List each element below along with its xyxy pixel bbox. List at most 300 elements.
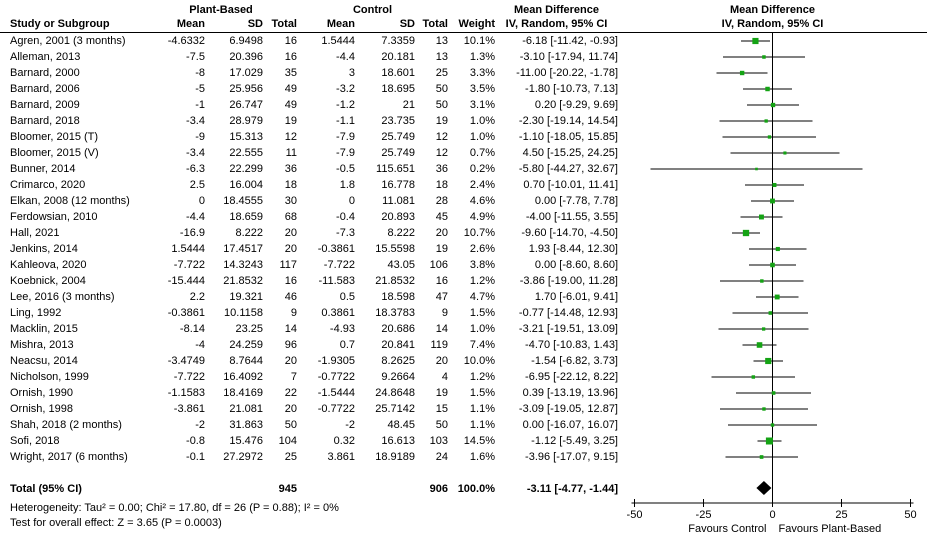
effect-marker bbox=[764, 119, 767, 122]
pb-mean: -1 bbox=[195, 99, 205, 111]
control-total-header: Total bbox=[422, 18, 448, 30]
control-sd: 18.601 bbox=[381, 67, 415, 79]
study-label: Shah, 2018 (2 months) bbox=[10, 419, 122, 431]
md-ci-value: -3.09 [-19.05, 12.87] bbox=[518, 403, 618, 415]
spacer-cell bbox=[448, 3, 495, 17]
group-header-plant-based: Plant-Based bbox=[189, 4, 253, 16]
weight-value: 1.1% bbox=[469, 403, 495, 415]
control-total: 18 bbox=[435, 179, 448, 191]
pb-sd: 21.081 bbox=[229, 403, 263, 415]
study-label: Alleman, 2013 bbox=[10, 51, 81, 63]
pb-total: 20 bbox=[284, 355, 297, 367]
effect-marker bbox=[783, 151, 786, 154]
pb-total: 49 bbox=[284, 99, 297, 111]
pb-total: 25 bbox=[284, 451, 297, 463]
md-ci-value: -3.86 [-19.00, 11.28] bbox=[519, 275, 618, 287]
control-sd: 16.613 bbox=[381, 435, 415, 447]
study-row bbox=[0, 113, 618, 129]
control-sd: 16.778 bbox=[381, 179, 415, 191]
md-ci-value: -6.95 [-22.12, 8.22] bbox=[525, 371, 618, 383]
weight-value: 3.5% bbox=[469, 83, 495, 95]
control-mean: -1.9305 bbox=[317, 355, 355, 367]
control-total: 14 bbox=[435, 323, 448, 335]
pb-mean: -7.722 bbox=[173, 259, 205, 271]
study-label: Ornish, 1998 bbox=[10, 403, 73, 415]
pb-mean: -3.4 bbox=[186, 115, 205, 127]
study-row bbox=[0, 97, 618, 113]
effect-marker bbox=[759, 215, 764, 220]
study-row bbox=[0, 369, 618, 385]
effect-marker bbox=[771, 103, 775, 107]
control-sd: 43.05 bbox=[387, 259, 415, 271]
md-ci-value: 0.70 [-10.01, 11.41] bbox=[523, 179, 618, 191]
effect-marker bbox=[769, 311, 773, 315]
weight-value: 1.0% bbox=[469, 323, 495, 335]
weight-value: 7.4% bbox=[469, 339, 495, 351]
study-row bbox=[0, 225, 618, 241]
study-row bbox=[0, 321, 618, 337]
study-row bbox=[0, 257, 618, 273]
md-column-header-line2: IV, Random, 95% CI bbox=[505, 18, 608, 30]
study-row bbox=[0, 241, 618, 257]
pb-sd-header: SD bbox=[247, 18, 263, 30]
pb-sd: 20.396 bbox=[229, 51, 263, 63]
effect-marker bbox=[776, 247, 780, 251]
md-ci-value: 1.93 [-8.44, 12.30] bbox=[528, 243, 618, 255]
md-ci-value: -11.00 [-20.22, -1.78] bbox=[516, 67, 618, 79]
control-sd: 25.7142 bbox=[375, 403, 415, 415]
spacer-cell bbox=[0, 3, 145, 17]
total-md-ci: -3.11 [-4.77, -1.44] bbox=[526, 483, 618, 495]
pb-sd: 15.476 bbox=[229, 435, 263, 447]
control-mean: -3.2 bbox=[336, 83, 355, 95]
pb-sd: 10.1158 bbox=[224, 307, 263, 319]
control-sd: 9.2664 bbox=[381, 371, 415, 383]
control-total: 50 bbox=[435, 83, 448, 95]
md-ci-value: 0.00 [-8.60, 8.60] bbox=[534, 259, 618, 271]
md-ci-value: -3.10 [-17.94, 11.74] bbox=[519, 51, 618, 63]
control-sd: 15.5598 bbox=[375, 243, 415, 255]
weight-value: 1.6% bbox=[469, 451, 495, 463]
study-row bbox=[0, 49, 618, 65]
pb-mean: -0.1 bbox=[186, 451, 205, 463]
control-sd: 18.695 bbox=[381, 83, 415, 95]
control-mean: -1.1 bbox=[336, 115, 355, 127]
study-row bbox=[0, 209, 618, 225]
control-sd: 18.9189 bbox=[375, 451, 415, 463]
pb-total: 9 bbox=[290, 307, 297, 319]
study-row bbox=[0, 193, 618, 209]
control-mean: -4.4 bbox=[336, 51, 355, 63]
plot-md-header-line2: IV, Random, 95% CI bbox=[721, 18, 824, 30]
pb-mean: -4.4 bbox=[186, 211, 205, 223]
study-label: Koebnick, 2004 bbox=[10, 275, 86, 287]
plot-md-header-line1: Mean Difference bbox=[730, 4, 815, 16]
pb-sd: 27.2972 bbox=[223, 451, 263, 463]
study-row bbox=[0, 145, 618, 161]
pb-sd: 24.259 bbox=[229, 339, 263, 351]
axis-tick-label: 50 bbox=[904, 509, 917, 521]
control-mean: -1.2 bbox=[336, 99, 355, 111]
control-mean: -7.722 bbox=[323, 259, 355, 271]
spacer-cell bbox=[355, 481, 415, 497]
total-row bbox=[0, 481, 618, 497]
total-weight: 100.0% bbox=[457, 483, 495, 495]
pb-sd: 26.747 bbox=[229, 99, 263, 111]
study-row bbox=[0, 385, 618, 401]
pb-sd: 18.659 bbox=[229, 211, 263, 223]
effect-marker bbox=[770, 263, 775, 268]
control-total: 13 bbox=[435, 35, 448, 47]
pb-total: 11 bbox=[285, 147, 297, 159]
weight-value: 0.2% bbox=[469, 163, 495, 175]
control-total: 50 bbox=[435, 99, 448, 111]
weight-value: 4.9% bbox=[469, 211, 495, 223]
study-row bbox=[0, 417, 618, 433]
study-label: Ferdowsian, 2010 bbox=[10, 211, 98, 223]
pb-total: 104 bbox=[278, 435, 297, 447]
study-column-header: Study or Subgroup bbox=[10, 18, 110, 30]
control-mean: -0.5 bbox=[336, 163, 355, 175]
pb-sd: 31.863 bbox=[229, 419, 263, 431]
control-sd: 20.686 bbox=[381, 323, 415, 335]
study-label: Crimarco, 2020 bbox=[10, 179, 86, 191]
weight-value: 3.8% bbox=[469, 259, 495, 271]
axis-tick-label: 0 bbox=[769, 509, 776, 521]
study-label: Jenkins, 2014 bbox=[10, 243, 78, 255]
pb-total: 18 bbox=[284, 179, 297, 191]
control-sd: 8.222 bbox=[387, 227, 415, 239]
study-row bbox=[0, 337, 618, 353]
md-ci-value: 4.50 [-15.25, 24.25] bbox=[522, 147, 618, 159]
control-total: 20 bbox=[435, 227, 448, 239]
md-ci-value: -9.60 [-14.70, -4.50] bbox=[521, 227, 618, 239]
pb-mean: 1.5444 bbox=[171, 243, 205, 255]
pb-sd: 25.956 bbox=[229, 83, 263, 95]
effect-marker bbox=[740, 71, 744, 75]
control-mean: -11.583 bbox=[318, 275, 355, 287]
control-mean: 0 bbox=[348, 195, 355, 207]
study-row bbox=[0, 33, 618, 49]
control-mean: -7.9 bbox=[336, 131, 355, 143]
pb-mean: -4 bbox=[195, 339, 205, 351]
weight-column-header: Weight bbox=[458, 18, 495, 30]
study-label: Bloomer, 2015 (T) bbox=[10, 131, 99, 143]
effect-marker bbox=[757, 342, 763, 348]
weight-value: 1.5% bbox=[469, 307, 495, 319]
weight-value: 10.7% bbox=[463, 227, 495, 239]
pb-total: 117 bbox=[279, 259, 297, 271]
pb-sd: 19.321 bbox=[229, 291, 263, 303]
md-ci-value: -3.21 [-19.51, 13.09] bbox=[518, 323, 618, 335]
study-row bbox=[0, 129, 618, 145]
pb-sd: 8.222 bbox=[235, 227, 263, 239]
control-mean: -7.9 bbox=[336, 147, 355, 159]
pb-total: 22 bbox=[284, 387, 297, 399]
pb-mean: -4.6332 bbox=[167, 35, 205, 47]
control-total: 47 bbox=[435, 291, 448, 303]
total-diamond bbox=[756, 481, 771, 495]
control-sd: 21.8532 bbox=[375, 275, 415, 287]
pb-total: 14 bbox=[284, 323, 297, 335]
pb-mean: -3.4749 bbox=[167, 355, 205, 367]
control-sd: 23.735 bbox=[381, 115, 415, 127]
overall-effect-text: Test for overall effect: Z = 3.65 (P = 0.0003) bbox=[10, 517, 222, 529]
study-row bbox=[0, 433, 618, 449]
effect-marker bbox=[770, 199, 775, 204]
control-total: 19 bbox=[435, 243, 448, 255]
control-sd: 8.2625 bbox=[381, 355, 415, 367]
study-row bbox=[0, 81, 618, 97]
md-ci-value: -4.00 [-11.55, 3.55] bbox=[525, 211, 618, 223]
pb-mean: -0.8 bbox=[186, 435, 205, 447]
pb-sd: 28.979 bbox=[229, 115, 263, 127]
control-total: 24 bbox=[435, 451, 448, 463]
effect-marker bbox=[762, 407, 765, 410]
control-total: 20 bbox=[435, 355, 448, 367]
study-label: Barnard, 2000 bbox=[10, 67, 80, 79]
control-mean: 0.5 bbox=[339, 291, 355, 303]
control-total: 25 bbox=[435, 67, 448, 79]
pb-mean: 2.2 bbox=[189, 291, 205, 303]
pb-total: 50 bbox=[284, 419, 297, 431]
control-total: 15 bbox=[435, 403, 448, 415]
weight-value: 10.0% bbox=[463, 355, 495, 367]
md-ci-value: 0.20 [-9.29, 9.69] bbox=[534, 99, 618, 111]
effect-marker bbox=[743, 230, 749, 236]
effect-marker bbox=[752, 38, 758, 44]
effect-marker bbox=[772, 391, 776, 395]
total-n-control: 906 bbox=[429, 483, 448, 495]
study-label: Barnard, 2006 bbox=[10, 83, 80, 95]
pb-total: 19 bbox=[284, 115, 297, 127]
md-ci-value: -1.12 [-5.49, 3.25] bbox=[531, 435, 618, 447]
effect-marker bbox=[766, 438, 773, 445]
weight-value: 1.2% bbox=[469, 371, 495, 383]
weight-value: 1.0% bbox=[469, 115, 495, 127]
pb-total: 20 bbox=[284, 243, 297, 255]
weight-value: 1.1% bbox=[469, 419, 495, 431]
pb-mean: -0.3861 bbox=[167, 307, 205, 319]
pb-mean: -6.3 bbox=[186, 163, 205, 175]
effect-marker bbox=[768, 135, 771, 138]
spacer-cell bbox=[145, 481, 205, 497]
pb-sd: 17.029 bbox=[229, 67, 263, 79]
study-row bbox=[0, 65, 618, 81]
spacer-cell bbox=[205, 481, 263, 497]
effect-marker bbox=[765, 358, 771, 364]
study-label: Ornish, 1990 bbox=[10, 387, 73, 399]
weight-value: 1.5% bbox=[469, 387, 495, 399]
effect-marker bbox=[752, 375, 755, 378]
study-label: Wright, 2017 (6 months) bbox=[10, 451, 128, 463]
control-total: 119 bbox=[430, 339, 448, 351]
pb-total: 36 bbox=[284, 163, 297, 175]
control-mean: -7.3 bbox=[336, 227, 355, 239]
control-total: 9 bbox=[441, 307, 448, 319]
study-label: Lee, 2016 (3 months) bbox=[10, 291, 115, 303]
weight-value: 2.4% bbox=[469, 179, 495, 191]
md-ci-value: -6.18 [-11.42, -0.93] bbox=[522, 35, 618, 47]
control-mean: 1.5444 bbox=[321, 35, 355, 47]
spacer-cell bbox=[297, 481, 355, 497]
pb-sd: 16.004 bbox=[229, 179, 263, 191]
effect-marker bbox=[772, 183, 776, 187]
pb-sd: 23.25 bbox=[235, 323, 263, 335]
control-mean: 0.32 bbox=[333, 435, 355, 447]
control-total: 36 bbox=[435, 163, 448, 175]
study-label: Hall, 2021 bbox=[10, 227, 60, 239]
study-label: Ling, 1992 bbox=[10, 307, 62, 319]
weight-value: 4.7% bbox=[469, 291, 495, 303]
study-label: Sofi, 2018 bbox=[10, 435, 60, 447]
effect-marker bbox=[755, 168, 758, 171]
control-sd: 7.3359 bbox=[381, 35, 415, 47]
pb-total: 12 bbox=[284, 131, 297, 143]
study-label: Elkan, 2008 (12 months) bbox=[10, 195, 130, 207]
pb-mean: 2.5 bbox=[189, 179, 205, 191]
study-label: Kahleova, 2020 bbox=[10, 259, 87, 271]
effect-marker bbox=[760, 279, 763, 282]
control-sd: 25.749 bbox=[381, 131, 415, 143]
pb-mean: -8 bbox=[195, 67, 205, 79]
weight-value: 2.6% bbox=[469, 243, 495, 255]
md-column-header-line1: Mean Difference bbox=[514, 4, 599, 16]
control-total: 19 bbox=[435, 115, 448, 127]
study-label: Mishra, 2013 bbox=[10, 339, 74, 351]
effect-marker bbox=[762, 327, 765, 330]
control-sd: 48.45 bbox=[387, 419, 415, 431]
control-mean: -0.4 bbox=[336, 211, 355, 223]
md-ci-value: -1.54 [-6.82, 3.73] bbox=[531, 355, 618, 367]
control-mean: -1.5444 bbox=[317, 387, 355, 399]
control-sd: 21 bbox=[402, 99, 415, 111]
pb-total: 16 bbox=[284, 35, 297, 47]
pb-mean: -9 bbox=[195, 131, 205, 143]
pb-mean: -15.444 bbox=[167, 275, 205, 287]
weight-value: 3.3% bbox=[469, 67, 495, 79]
pb-mean: -3.861 bbox=[173, 403, 205, 415]
control-total: 106 bbox=[429, 259, 448, 271]
md-ci-value: -2.30 [-19.14, 14.54] bbox=[518, 115, 618, 127]
pb-sd: 18.4169 bbox=[223, 387, 263, 399]
pb-total-header: Total bbox=[271, 18, 297, 30]
md-ci-value: -5.80 [-44.27, 32.67] bbox=[518, 163, 618, 175]
pb-sd: 8.7644 bbox=[229, 355, 263, 367]
table-header-column-row bbox=[0, 17, 618, 31]
weight-value: 4.6% bbox=[469, 195, 495, 207]
pb-total: 30 bbox=[284, 195, 297, 207]
control-mean: 0.7 bbox=[339, 339, 355, 351]
weight-value: 1.2% bbox=[469, 275, 495, 287]
pb-sd: 6.9498 bbox=[229, 35, 263, 47]
md-ci-value: -0.77 [-14.48, 12.93] bbox=[518, 307, 618, 319]
effect-marker bbox=[762, 55, 765, 58]
forest-plot-canvas bbox=[618, 33, 927, 544]
study-label: Barnard, 2018 bbox=[10, 115, 80, 127]
pb-sd: 22.555 bbox=[229, 147, 263, 159]
axis-label-left: Favours Control bbox=[688, 523, 767, 535]
pb-sd: 21.8532 bbox=[223, 275, 263, 287]
effect-marker bbox=[775, 295, 780, 300]
pb-total: 35 bbox=[284, 67, 297, 79]
control-sd: 11.081 bbox=[382, 195, 415, 207]
control-sd: 18.598 bbox=[381, 291, 415, 303]
md-ci-value: -1.80 [-10.73, 7.13] bbox=[525, 83, 618, 95]
md-ci-value: -1.10 [-18.05, 15.85] bbox=[518, 131, 618, 143]
pb-mean: -5 bbox=[195, 83, 205, 95]
control-sd: 20.841 bbox=[381, 339, 415, 351]
pb-sd: 22.299 bbox=[229, 163, 263, 175]
study-label: Agren, 2001 (3 months) bbox=[10, 35, 126, 47]
md-ci-value: 0.39 [-13.19, 13.96] bbox=[522, 387, 618, 399]
plot-column-header bbox=[618, 3, 927, 31]
md-ci-value: 0.00 [-7.78, 7.78] bbox=[534, 195, 618, 207]
control-total: 45 bbox=[435, 211, 448, 223]
control-sd: 18.3783 bbox=[375, 307, 415, 319]
weight-value: 14.5% bbox=[463, 435, 495, 447]
study-label: Bloomer, 2015 (V) bbox=[10, 147, 99, 159]
control-mean: -0.7722 bbox=[317, 403, 355, 415]
pb-sd: 18.4555 bbox=[223, 195, 263, 207]
control-total: 12 bbox=[435, 131, 448, 143]
pb-sd: 17.4517 bbox=[223, 243, 263, 255]
study-row bbox=[0, 273, 618, 289]
table-header-group-row bbox=[0, 3, 618, 17]
pb-sd: 16.4092 bbox=[223, 371, 263, 383]
pb-total: 20 bbox=[284, 227, 297, 239]
effect-marker bbox=[765, 87, 769, 91]
study-row bbox=[0, 449, 618, 465]
group-header-control: Control bbox=[352, 4, 393, 16]
control-mean: -0.7722 bbox=[317, 371, 355, 383]
pb-total: 49 bbox=[284, 83, 297, 95]
control-mean: -0.3861 bbox=[317, 243, 355, 255]
pb-total: 68 bbox=[284, 211, 297, 223]
pb-mean: -7.722 bbox=[173, 371, 205, 383]
study-row bbox=[0, 161, 618, 177]
control-mean: 3.861 bbox=[327, 451, 355, 463]
weight-value: 1.0% bbox=[469, 131, 495, 143]
control-total: 103 bbox=[429, 435, 448, 447]
study-row bbox=[0, 401, 618, 417]
study-rows bbox=[0, 33, 618, 465]
control-total: 13 bbox=[435, 51, 448, 63]
control-mean-header: Mean bbox=[326, 18, 355, 30]
pb-mean-header: Mean bbox=[176, 18, 205, 30]
axis-label-right: Favours Plant-Based bbox=[778, 523, 882, 535]
pb-mean: -2 bbox=[195, 419, 205, 431]
control-sd: 20.181 bbox=[381, 51, 415, 63]
study-row bbox=[0, 289, 618, 305]
weight-value: 10.1% bbox=[463, 35, 495, 47]
control-mean: -4.93 bbox=[329, 323, 355, 335]
pb-total: 16 bbox=[284, 51, 297, 63]
control-mean: 1.8 bbox=[339, 179, 355, 191]
study-row bbox=[0, 305, 618, 321]
control-total: 4 bbox=[441, 371, 448, 383]
total-label: Total (95% CI) bbox=[10, 483, 82, 495]
pb-mean: -16.9 bbox=[179, 227, 205, 239]
md-ci-value: -3.96 [-17.07, 9.15] bbox=[525, 451, 618, 463]
control-mean: 0.3861 bbox=[321, 307, 355, 319]
pb-mean: -7.5 bbox=[186, 51, 205, 63]
control-total: 19 bbox=[435, 387, 448, 399]
pb-mean: -3.4 bbox=[186, 147, 205, 159]
pb-total: 96 bbox=[284, 339, 297, 351]
pb-sd: 15.313 bbox=[229, 131, 263, 143]
control-sd: 25.749 bbox=[381, 147, 415, 159]
